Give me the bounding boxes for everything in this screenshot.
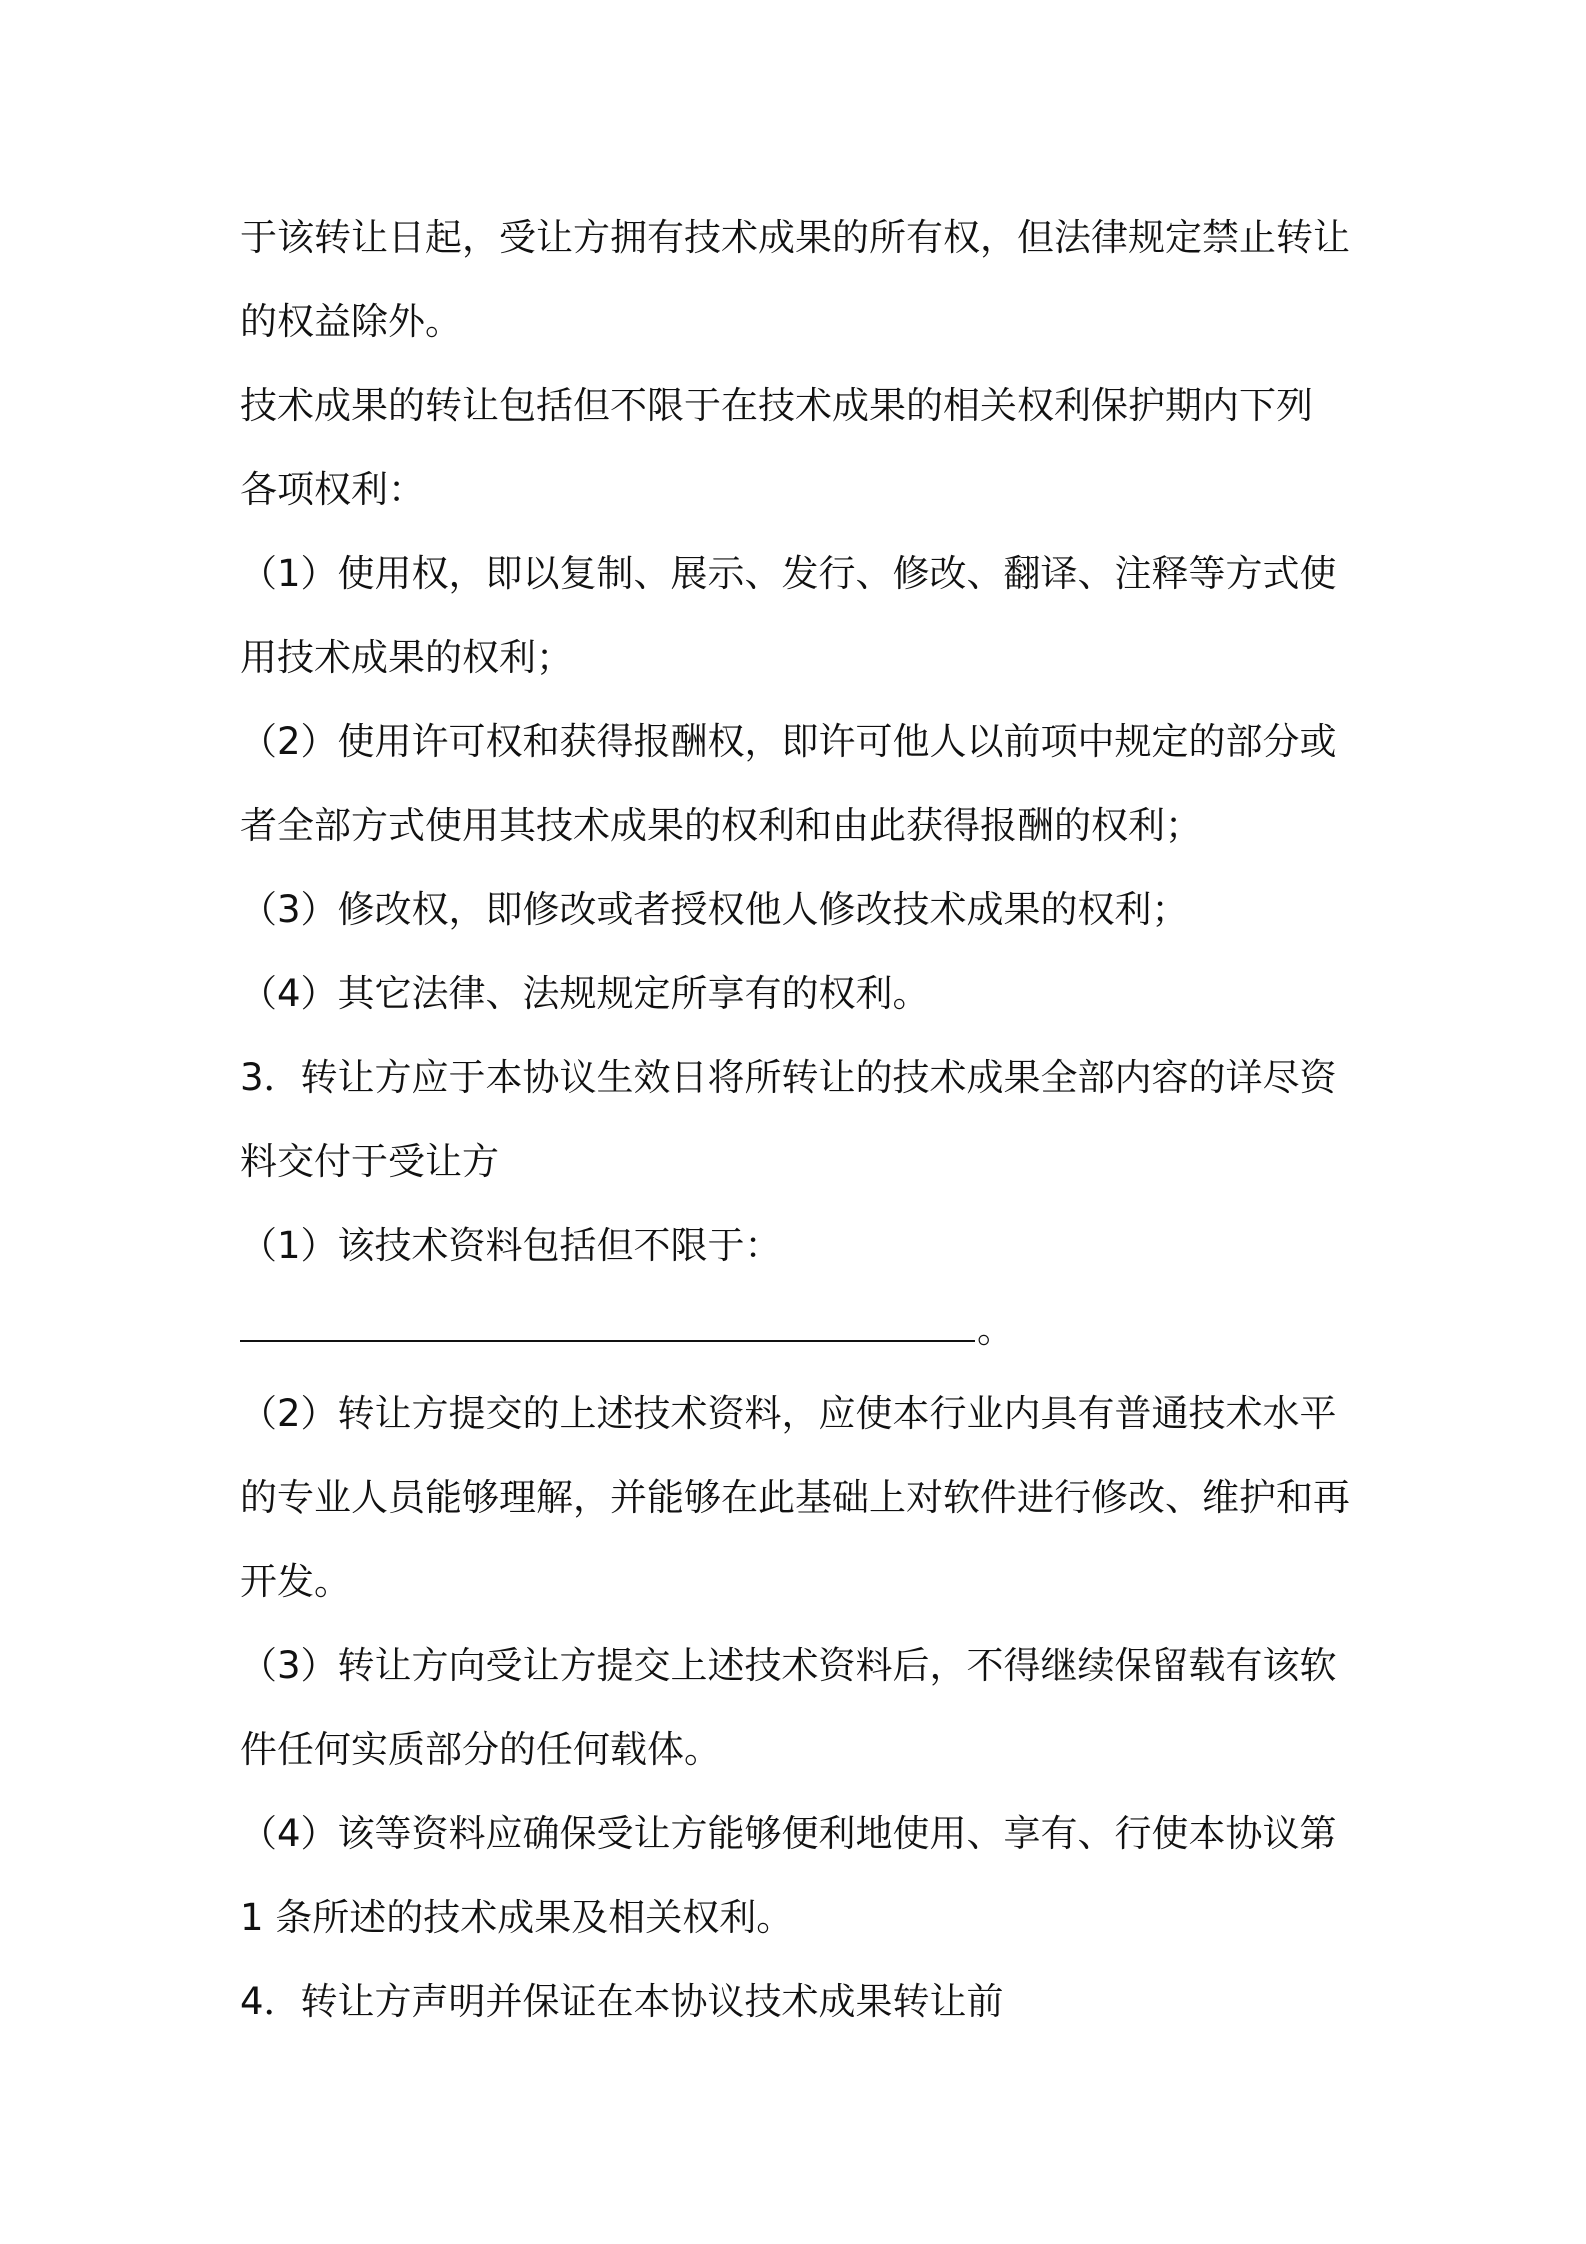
text-line: 3．转让方应于本协议生效日将所转让的技术成果全部内容的详尽资: [240, 1056, 1337, 1099]
text-line: 料交付于受让方: [240, 1140, 499, 1183]
text-line: 的权益除外。: [240, 300, 462, 343]
text-line: 1 条所述的技术成果及相关权利。: [240, 1896, 794, 1939]
text-line: 的专业人员能够理解，并能够在此基础上对软件进行修改、维护和再: [240, 1476, 1350, 1519]
text-line: （3）转让方向受让方提交上述技术资料后，不得继续保留载有该软: [240, 1644, 1337, 1687]
text-line: 件任何实质部分的任何载体。: [240, 1728, 721, 1771]
text-line: （1）使用权，即以复制、展示、发行、修改、翻译、注释等方式使: [240, 552, 1337, 595]
blank-line-suffix: 。: [977, 1308, 1014, 1351]
document-body: [240, 196, 1360, 2044]
text-line: （2）转让方提交的上述技术资料，应使本行业内具有普通技术水平: [240, 1392, 1337, 1435]
fill-in-blank-line: [240, 1288, 1360, 1372]
text-line: 技术成果的转让包括但不限于在技术成果的相关权利保护期内下列: [240, 384, 1313, 427]
text-line: 开发。: [240, 1560, 351, 1603]
text-line: （4）其它法律、法规规定所享有的权利。: [240, 972, 930, 1015]
text-line: 用技术成果的权利；: [240, 636, 573, 679]
blank-underline: [240, 1340, 975, 1342]
text-line: 者全部方式使用其技术成果的权利和由此获得报酬的权利；: [240, 804, 1202, 847]
text-line: 各项权利：: [240, 468, 425, 511]
text-line: 于该转让日起，受让方拥有技术成果的所有权，但法律规定禁止转让: [240, 216, 1350, 259]
text-line: （3）修改权，即修改或者授权他人修改技术成果的权利；: [240, 888, 1189, 931]
text-line: （2）使用许可权和获得报酬权，即许可他人以前项中规定的部分或: [240, 720, 1337, 763]
text-line: （1）该技术资料包括但不限于：: [240, 1224, 782, 1267]
text-line: （4）该等资料应确保受让方能够便利地使用、享有、行使本协议第: [240, 1812, 1337, 1855]
text-line: 4．转让方声明并保证在本协议技术成果转让前: [240, 1980, 1004, 2023]
